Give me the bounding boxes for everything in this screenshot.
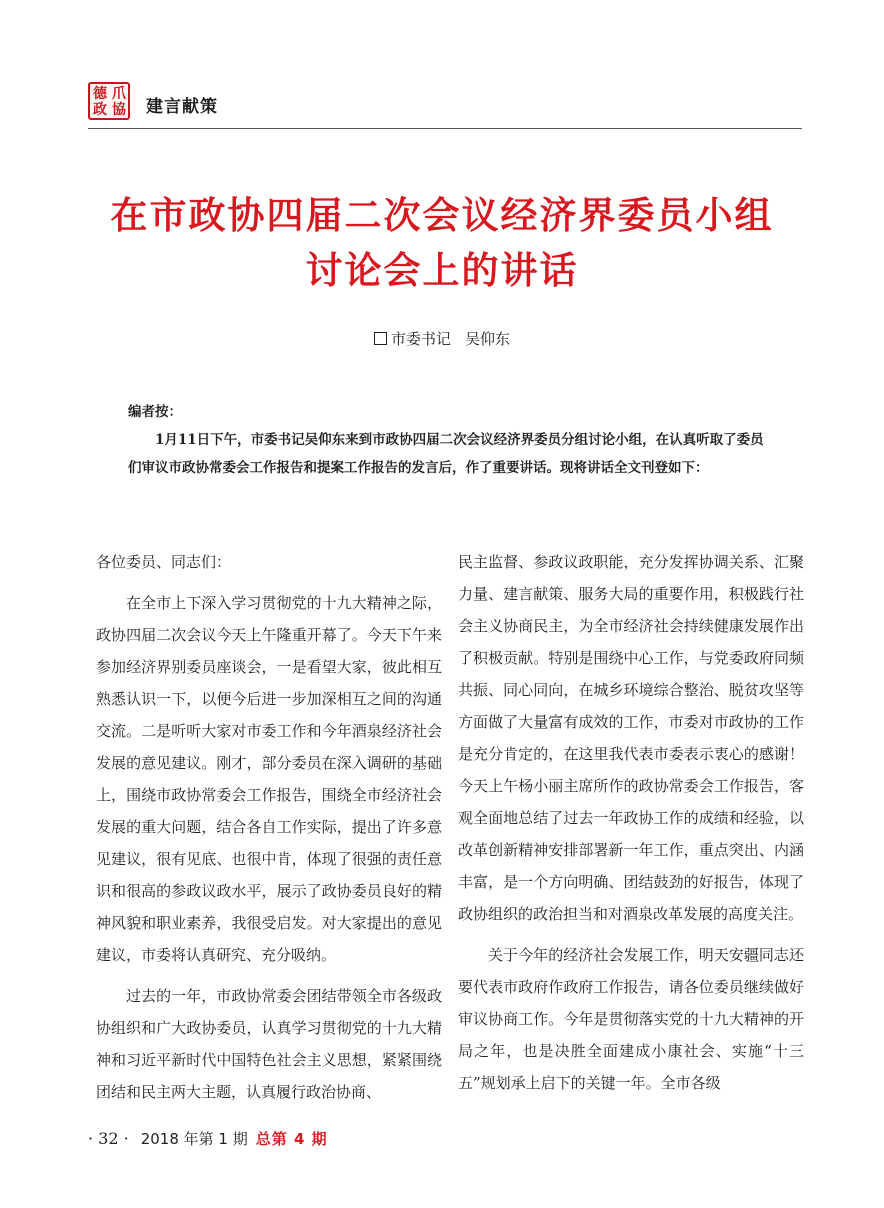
issue-total: 总第 4 期 — [255, 1130, 328, 1148]
editor-note-text: 1月11日下午，市委书记吴仰东来到市政协四届二次会议经济界委员分组讨论小组，在认真听取了委员们审议市政协常委会工作报告和提案工作报告的发言后，作了重要讲话。现将讲话全文刊登如下： — [128, 432, 764, 476]
paragraph: 关于今年的经济社会发展工作，明天安疆同志还要代表市政府作政府工作报告，请各位委员继续做好审议协商工作。今年是贯彻落实党的十九大精神的开局之年，也是决胜全面建成小康社会、实施“十三五”规划承上启下的关键一年。全市各级 — [458, 946, 804, 1092]
paragraph: 各位委员、同志们： — [96, 553, 232, 571]
section-name: 建言献策 — [146, 97, 218, 117]
cppcc-seal-logo — [88, 82, 130, 120]
author-role: 市委书记 — [390, 330, 451, 348]
title-line-1: 在市政协四届二次会议经济界委员小组 — [110, 194, 774, 237]
editor-note-label: 编者按： — [128, 404, 182, 420]
title-line-2: 讨论会上的讲话 — [305, 249, 579, 292]
author-name: 吴仰东 — [465, 330, 511, 348]
seal-char: 政 — [93, 102, 107, 118]
seal-char: 協 — [112, 102, 126, 118]
paragraph: 过去的一年，市政协常委会团结带领全市各级政协组织和广大政协委员，认真学习贯彻党的十九大精神和习近平新时代中国特色社会主义思想，紧紧围绕团结和民主两大主题，认真履行政治协商、 — [96, 987, 442, 1101]
page-footer — [88, 1128, 328, 1149]
editor-note — [128, 398, 768, 482]
page-number: · 32 · — [88, 1129, 129, 1148]
header-divider — [88, 128, 802, 129]
body-column-left — [96, 546, 442, 1108]
seal-char: 爪 — [112, 86, 126, 102]
square-icon — [374, 332, 387, 345]
paragraph: 民主监督、参政议政职能，充分发挥协调关系、汇聚力量、建言献策、服务大局的重要作用，积极践行社会主义协商民主，为全市经济社会持续健康发展作出了积极贡献。特别是围绕中心工作，与党委政府同频共振、同心同向，在城乡环境综合整治、脱贫攻坚等方面做了大量富有成效的工作，市委对市政协的工作是充分肯定的，在这里我代表市委表示衷心的感谢！今天上午杨小丽主席所作的政协常委会工作报告，客观全面地总结了过去一年政协工作的成绩和经验，以改革创新精神安排部署新一年工作，重点突出、内涵丰富，是一个方向明确、团结鼓劲的好报告，体现了政协组织的政治担当和对酒泉改革发展的高度关注。 — [458, 553, 804, 923]
article-title — [0, 188, 884, 298]
byline — [0, 328, 884, 349]
paragraph: 在全市上下深入学习贯彻党的十九大精神之际，政协四届二次会议今天上午隆重开幕了。今天下午来参加经济界别委员座谈会，一是看望大家，彼此相互熟悉认识一下，以便今后进一步加深相互之间的沟通交流。二是听听大家对市委工作和今年酒泉经济社会发展的意见建议。刚才，部分委员在深入调研的基础上，围绕市政协常委会工作报告，围绕全市经济社会发展的重大问题，结合各自工作实际，提出了许多意见建议，很有见底、也很中肯，体现了很强的责任意识和很高的参政议政水平，展示了政协委员良好的精神风貌和职业素养，我很受启发。对大家提出的意见建议，市委将认真研究、充分吸纳。 — [96, 594, 442, 964]
issue-number: 2018 年第 1 期 — [140, 1130, 248, 1148]
body-column-right — [458, 546, 804, 1099]
seal-char: 德 — [93, 86, 107, 102]
